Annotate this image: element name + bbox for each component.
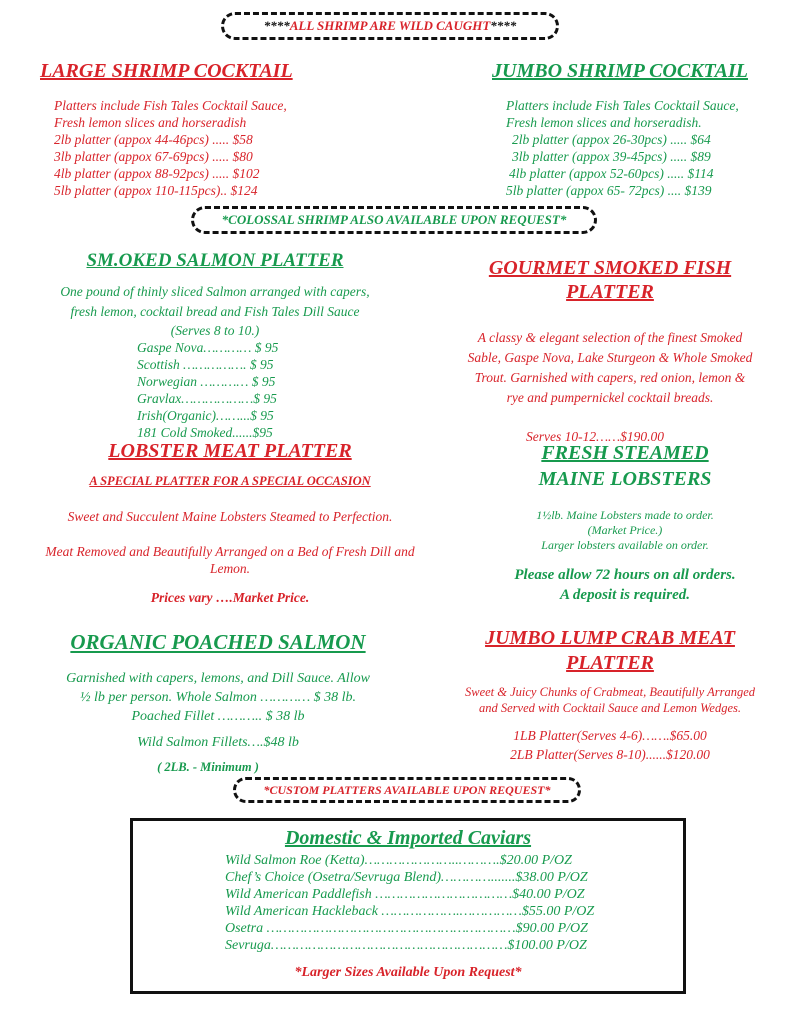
lobster-meat-section (20, 440, 440, 606)
large-shrimp-title: LARGE SHRIMP COCKTAIL (40, 60, 293, 82)
banner-text: ALL SHRIMP ARE WILD CAUGHT (289, 18, 491, 33)
smoked-salmon-intro (20, 282, 410, 339)
banner-stars-right: **** (490, 18, 517, 33)
steamed-lobsters-title (440, 440, 791, 492)
caviar-footer: *Larger Sizes Available Upon Request* (294, 965, 522, 980)
wild-caught-banner (221, 12, 559, 40)
crab-meat-title (420, 626, 791, 676)
caviar-item-6: Sevruga…………………………………………………$100.00 P/OZ (225, 938, 587, 953)
crab-meat-item-1: 1LB Platter(Serves 4-6)…….$65.00 (513, 728, 707, 743)
smoked-salmon-items (137, 339, 410, 441)
jumbo-shrimp-title: JUMBO SHRIMP COCKTAIL (492, 60, 748, 82)
smoked-salmon-item-1: Gaspe Nova………… $ 95 (137, 340, 279, 355)
caviar-item-5: Osetra ……………………………………………………$90.00 P/OZ (225, 921, 588, 936)
smoked-fish-title-2: PLATTER (566, 281, 654, 303)
custom-platters-banner (233, 777, 581, 803)
crab-meat-section (420, 626, 791, 764)
smoked-salmon-title: SM.OKED SALMON PLATTER (86, 250, 344, 271)
lobster-meat-line-1: Sweet and Succulent Maine Lobsters Steamed to Perfection. (67, 509, 393, 524)
smoked-fish-desc-4: rye and pumpernickel cocktail breads. (506, 390, 714, 405)
poached-salmon-section (18, 630, 418, 776)
poached-salmon-wild: Wild Salmon Fillets….$48 lb (137, 735, 299, 750)
jumbo-shrimp-intro-2: Fresh lemon slices and horseradish. (506, 115, 702, 130)
poached-salmon-line-2: ½ lb per person. Whole Salmon ………… $ 38 lb. (79, 690, 357, 705)
lobster-meat-line-2a: Meat Removed and Beautifully Arranged on a Bed of Fresh Dill and (45, 544, 415, 559)
lobster-meat-subtitle: A SPECIAL PLATTER FOR A SPECIAL OCCASION (89, 474, 371, 488)
smoked-fish-title (430, 256, 790, 304)
smoked-salmon-intro-3: (Serves 8 to 10.) (170, 323, 260, 338)
crab-meat-item-2: 2LB Platter(Serves 8-10)......$120.00 (510, 747, 710, 762)
lobster-meat-line-2b: Lemon. (209, 561, 251, 576)
jumbo-shrimp-intro-1: Platters include Fish Tales Cocktail Sauce, (506, 98, 739, 113)
steamed-lobsters-notice (440, 565, 791, 605)
steamed-lobsters-title-1: FRESH STEAMED (541, 442, 709, 464)
banner-stars-left: **** (263, 18, 290, 33)
poached-salmon-title: ORGANIC POACHED SALMON (70, 630, 366, 654)
caviar-item-4: Wild American Hackleback ……………….……………$55.00 P/OZ (225, 904, 595, 919)
colossal-shrimp-banner (191, 206, 597, 234)
steamed-lobsters-line-1: 1½lb. Maine Lobsters made to order. (536, 508, 714, 522)
smoked-salmon-item-5: Irish(Organic)……...$ 95 (137, 408, 274, 423)
smoked-fish-description (430, 328, 790, 408)
large-shrimp-item-2: 3lb platter (appox 67-69pcs) ..... $80 (54, 149, 253, 164)
crab-meat-description (420, 684, 791, 716)
smoked-salmon-intro-2: fresh lemon, cocktail bread and Fish Tales Dill Sauce (70, 304, 360, 319)
smoked-salmon-item-6: 181 Cold Smoked......$95 (137, 425, 273, 440)
crab-meat-items (420, 726, 791, 764)
steamed-lobsters-notice-1: Please allow 72 hours on all orders. (514, 567, 736, 583)
jumbo-shrimp-section (492, 60, 782, 199)
steamed-lobsters-notice-2: A deposit is required. (559, 587, 690, 603)
crab-meat-title-1: JUMBO LUMP CRAB MEAT (485, 627, 735, 649)
caviar-item-1: Wild Salmon Roe (Ketta)…………………..……….$20.00 P/OZ (225, 853, 572, 868)
caviar-list (225, 852, 683, 954)
smoked-fish-desc-1: A classy & elegant selection of the finest Smoked (477, 330, 743, 345)
jumbo-shrimp-item-1: 2lb platter (appox 26-30pcs) ..... $64 (512, 132, 711, 147)
crab-meat-desc-2: and Served with Cocktail Sauce and Lemon Wedges. (479, 701, 741, 715)
lobster-meat-title: LOBSTER MEAT PLATTER (108, 440, 352, 462)
crab-meat-desc-1: Sweet & Juicy Chunks of Crabmeat, Beautifully Arranged (464, 685, 755, 699)
smoked-salmon-intro-1: One pound of thinly sliced Salmon arranged with capers, (60, 284, 370, 299)
smoked-fish-serves: Serves 10-12……$190.00 (526, 429, 664, 444)
smoked-fish-title-1: GOURMET SMOKED FISH (488, 257, 732, 279)
smoked-fish-section (430, 256, 790, 445)
lobster-meat-price: Prices vary ….Market Price. (150, 590, 310, 605)
poached-salmon-line-1: Garnished with capers, lemons, and Dill Sauce. Allow (66, 671, 370, 686)
caviar-item-3: Wild American Paddlefish ……………………………$40.00 P/OZ (225, 887, 585, 902)
caviar-box (130, 818, 686, 994)
jumbo-shrimp-item-2: 3lb platter (appox 39-45pcs) ..... $89 (512, 149, 711, 164)
large-shrimp-item-1: 2lb platter (appox 44-46pcs) ..... $58 (54, 132, 253, 147)
smoked-salmon-item-4: Gravlax………………$ 95 (137, 391, 277, 406)
smoked-fish-desc-3: Trout. Garnished with capers, red onion, lemon & (474, 370, 746, 385)
poached-salmon-details (18, 669, 418, 726)
steamed-lobsters-line-3: Larger lobsters available on order. (541, 538, 709, 552)
caviar-title: Domestic & Imported Caviars (284, 827, 532, 849)
jumbo-shrimp-item-3: 4lb platter (appox 52-60pcs) ..... $114 (509, 166, 714, 181)
steamed-lobsters-details (440, 508, 791, 553)
large-shrimp-details (54, 97, 390, 199)
large-shrimp-item-4: 5lb platter (appox 110-115pcs).. $124 (54, 183, 258, 198)
smoked-salmon-item-3: Norwegian ………… $ 95 (137, 374, 276, 389)
large-shrimp-section (40, 60, 390, 199)
caviar-item-2: Chef’s Choice (Osetra/Sevruga Blend)………….......$38.00 P/OZ (225, 870, 588, 885)
smoked-fish-desc-2: Sable, Gaspe Nova, Lake Sturgeon & Whole Smoked (467, 350, 753, 365)
jumbo-shrimp-details (506, 97, 782, 199)
custom-banner-text: *CUSTOM PLATTERS AVAILABLE UPON REQUEST* (263, 782, 551, 797)
lobster-meat-line-2 (20, 543, 440, 577)
large-shrimp-item-3: 4lb platter (appox 88-92pcs) ..... $102 (54, 166, 260, 181)
poached-salmon-line-3: Poached Fillet ……….. $ 38 lb (131, 709, 305, 724)
jumbo-shrimp-item-4: 5lb platter (appox 65- 72pcs) .... $139 (506, 183, 712, 198)
crab-meat-title-2: PLATTER (566, 652, 654, 674)
steamed-lobsters-title-2: MAINE LOBSTERS (538, 468, 712, 490)
steamed-lobsters-line-2: (Market Price.) (587, 523, 663, 537)
steamed-lobsters-section (440, 440, 791, 605)
smoked-salmon-section (20, 250, 410, 441)
poached-salmon-minimum: ( 2LB. - Minimum ) (157, 760, 259, 774)
large-shrimp-intro-2: Fresh lemon slices and horseradish (54, 115, 247, 130)
colossal-banner-text: *COLOSSAL SHRIMP ALSO AVAILABLE UPON REQUEST* (221, 212, 567, 227)
large-shrimp-intro-1: Platters include Fish Tales Cocktail Sauce, (54, 98, 287, 113)
smoked-salmon-item-2: Scottish ……………. $ 95 (137, 357, 274, 372)
